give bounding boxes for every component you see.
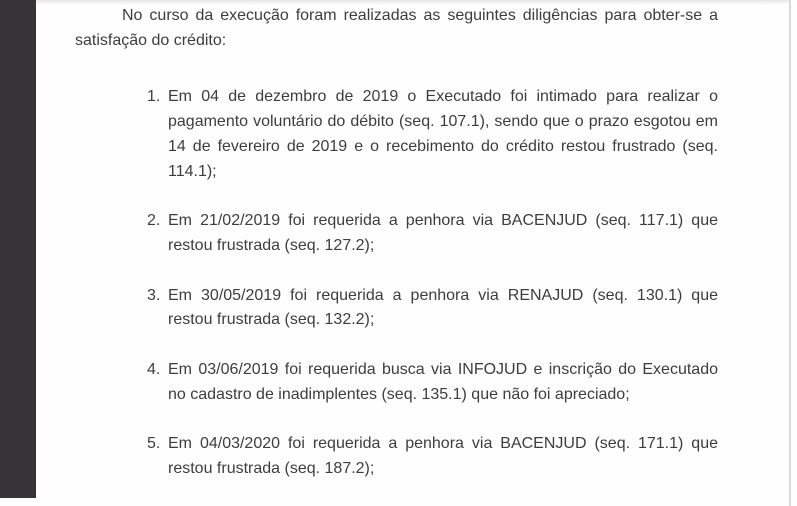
right-page-border (789, 0, 791, 506)
list-item-number: 5. (147, 435, 161, 453)
list-item (147, 358, 718, 407)
diligence-list (147, 85, 718, 481)
list-item-number: 3. (147, 286, 161, 304)
list-item-number: 4. (147, 361, 161, 379)
left-accent-bar (0, 0, 36, 498)
list-item-text: Em 03/06/2019 foi requerida busca via INFOJUD e inscrição do Executado no cadastro de inadimplentes (seq. 135.1) que não foi apreciado; (168, 361, 718, 403)
list-item-text: Em 30/05/2019 foi requerida a penhora via RENAJUD (seq. 130.1) que restou frustrada (seq. 132.2); (168, 286, 718, 329)
list-item-number: 2. (147, 212, 161, 230)
list-item-text: Em 21/02/2019 foi requerida a penhora via BACENJUD (seq. 117.1) que restou frustrada (seq. 127.2); (168, 212, 718, 254)
list-item-text: Em 04 de dezembro de 2019 o Executado foi intimado para realizar o pagamento voluntário do débito (seq. 107.1), sendo que o prazo esgotou em 14 de fevereiro de 2019 e o recebimento do crédito restou frustrado (seq. 114.1); (168, 88, 718, 180)
list-item (147, 85, 718, 184)
list-item-text: Em 04/03/2020 foi requerida a penhora via BACENJUD (seq. 171.1) que restou frustrada (seq. 187.2); (168, 435, 718, 478)
intro-paragraph: No curso da execução foram realizadas as seguintes diligências para obter-se a satisfação do crédito: (75, 7, 718, 49)
list-item (147, 209, 718, 258)
document-content (75, 0, 718, 482)
list-item-number: 1. (147, 88, 161, 106)
list-item (147, 284, 718, 333)
list-item (147, 432, 718, 481)
